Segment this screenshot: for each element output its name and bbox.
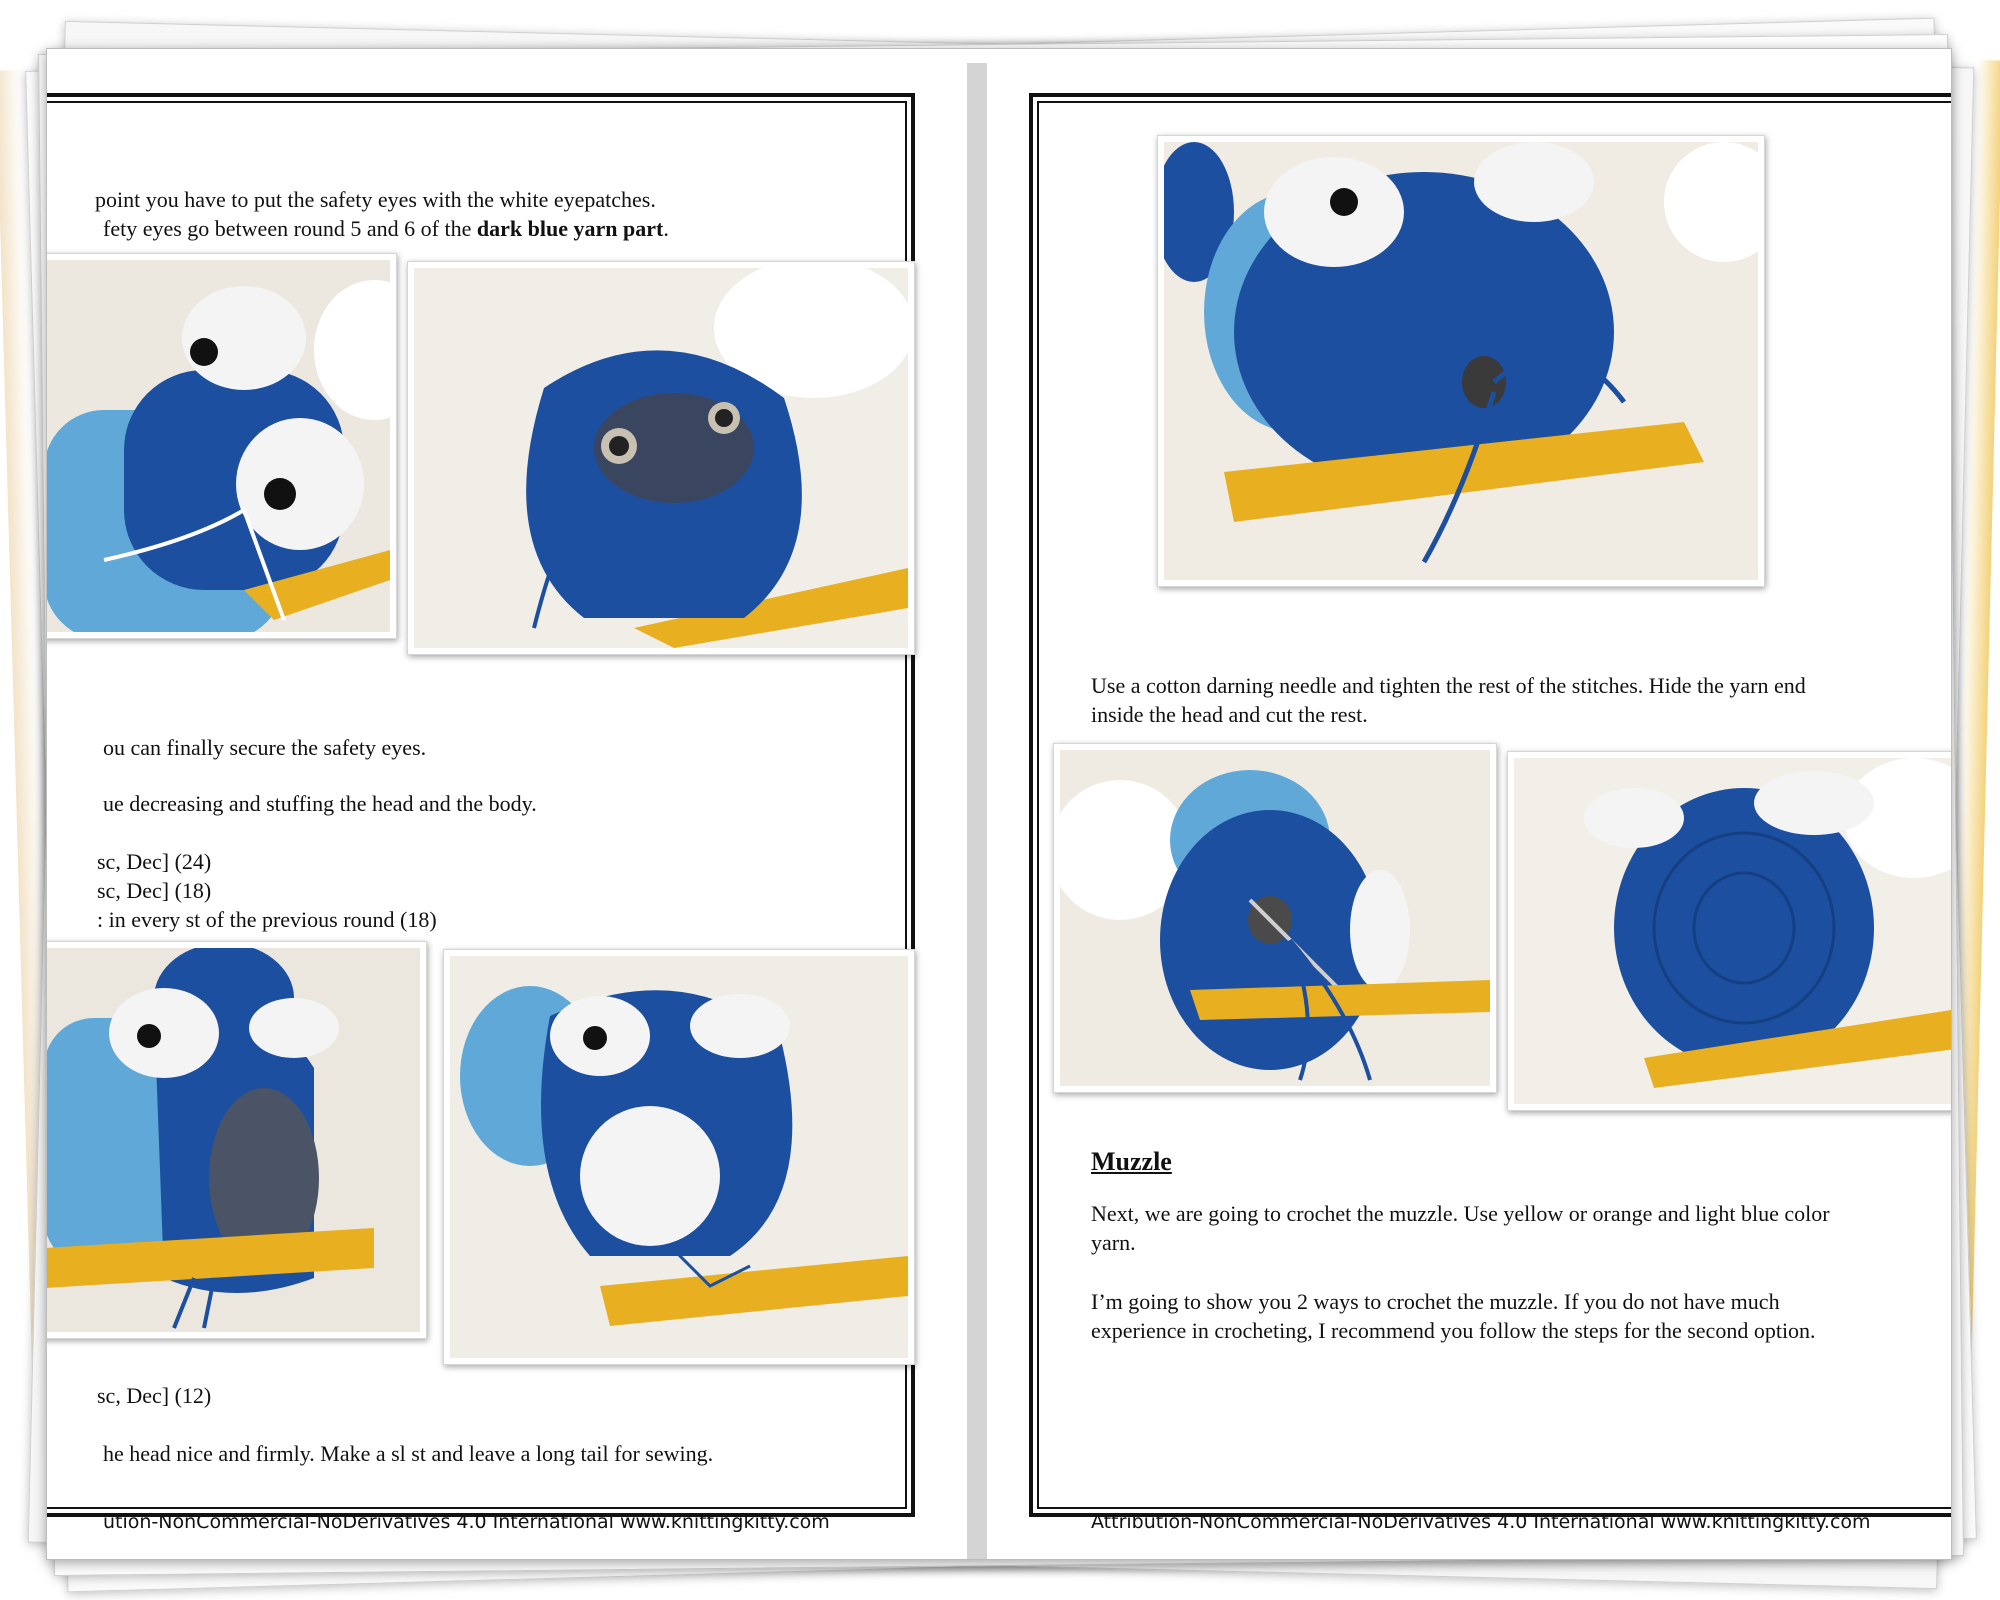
- stuff-head-text: he head nice and firmly. Make a sl st and leave a long tail for sewing.: [103, 1441, 714, 1466]
- round-24-text: sc, Dec] (24): [97, 849, 212, 874]
- bold-dark-blue-yarn-part: dark blue yarn part: [476, 216, 664, 241]
- page-gutter: [967, 63, 987, 1559]
- round-18-text: sc, Dec] (18): [97, 878, 212, 903]
- darning-line-1: Use a cotton darning needle and tighten the rest of the stitches. Hide the yarn end: [1091, 673, 1806, 698]
- round-12-text: sc, Dec] (12): [97, 1383, 212, 1408]
- closed-head-photo: [1157, 135, 1765, 587]
- license-footer-right: Attribution-NonCommercial-NoDerivatives 4.0 International www.knittingkitty.com: [1091, 1511, 1871, 1533]
- license-footer-left: ution-NonCommercial-NoDerivatives 4.0 International www.knittingkitty.com: [103, 1511, 830, 1533]
- stuffing-front-photo: [443, 949, 915, 1365]
- round-18b-text: : in every st of the previous round (18): [97, 907, 437, 932]
- muzzle-paragraph-1-line-2: yarn.: [1091, 1230, 1136, 1255]
- document-spread: [46, 48, 1952, 1560]
- muzzle-paragraph-2-line-1: I’m going to show you 2 ways to crochet the muzzle. If you do not have much: [1091, 1289, 1780, 1314]
- stuffing-side-photo: [46, 941, 427, 1339]
- right-page: [1029, 93, 1952, 1533]
- secure-eyes-text: ou can finally secure the safety eyes.: [103, 735, 427, 760]
- amigurumi-eyes-photo: [46, 253, 397, 639]
- darning-needle-photo: [1053, 743, 1497, 1093]
- open-head-photo: [407, 261, 915, 655]
- intro-line-1: point you have to put the safety eyes with the white eyepatches.: [95, 187, 656, 212]
- decrease-stuff-text: ue decreasing and stuffing the head and the body.: [103, 791, 537, 816]
- intro-line-2: fety eyes go between round 5 and 6 of the dark blue yarn part.: [103, 216, 669, 241]
- darning-line-2: inside the head and cut the rest.: [1091, 702, 1368, 727]
- muzzle-paragraph-1-line-1: Next, we are going to crochet the muzzle. Use yellow or orange and light blue color: [1091, 1201, 1830, 1226]
- muzzle-paragraph-2-line-2: experience in crocheting, I recommend you follow the steps for the second option.: [1091, 1318, 1816, 1343]
- left-page: [46, 93, 915, 1533]
- head-back-photo: [1507, 751, 1952, 1111]
- muzzle-heading: Muzzle: [1091, 1147, 1172, 1176]
